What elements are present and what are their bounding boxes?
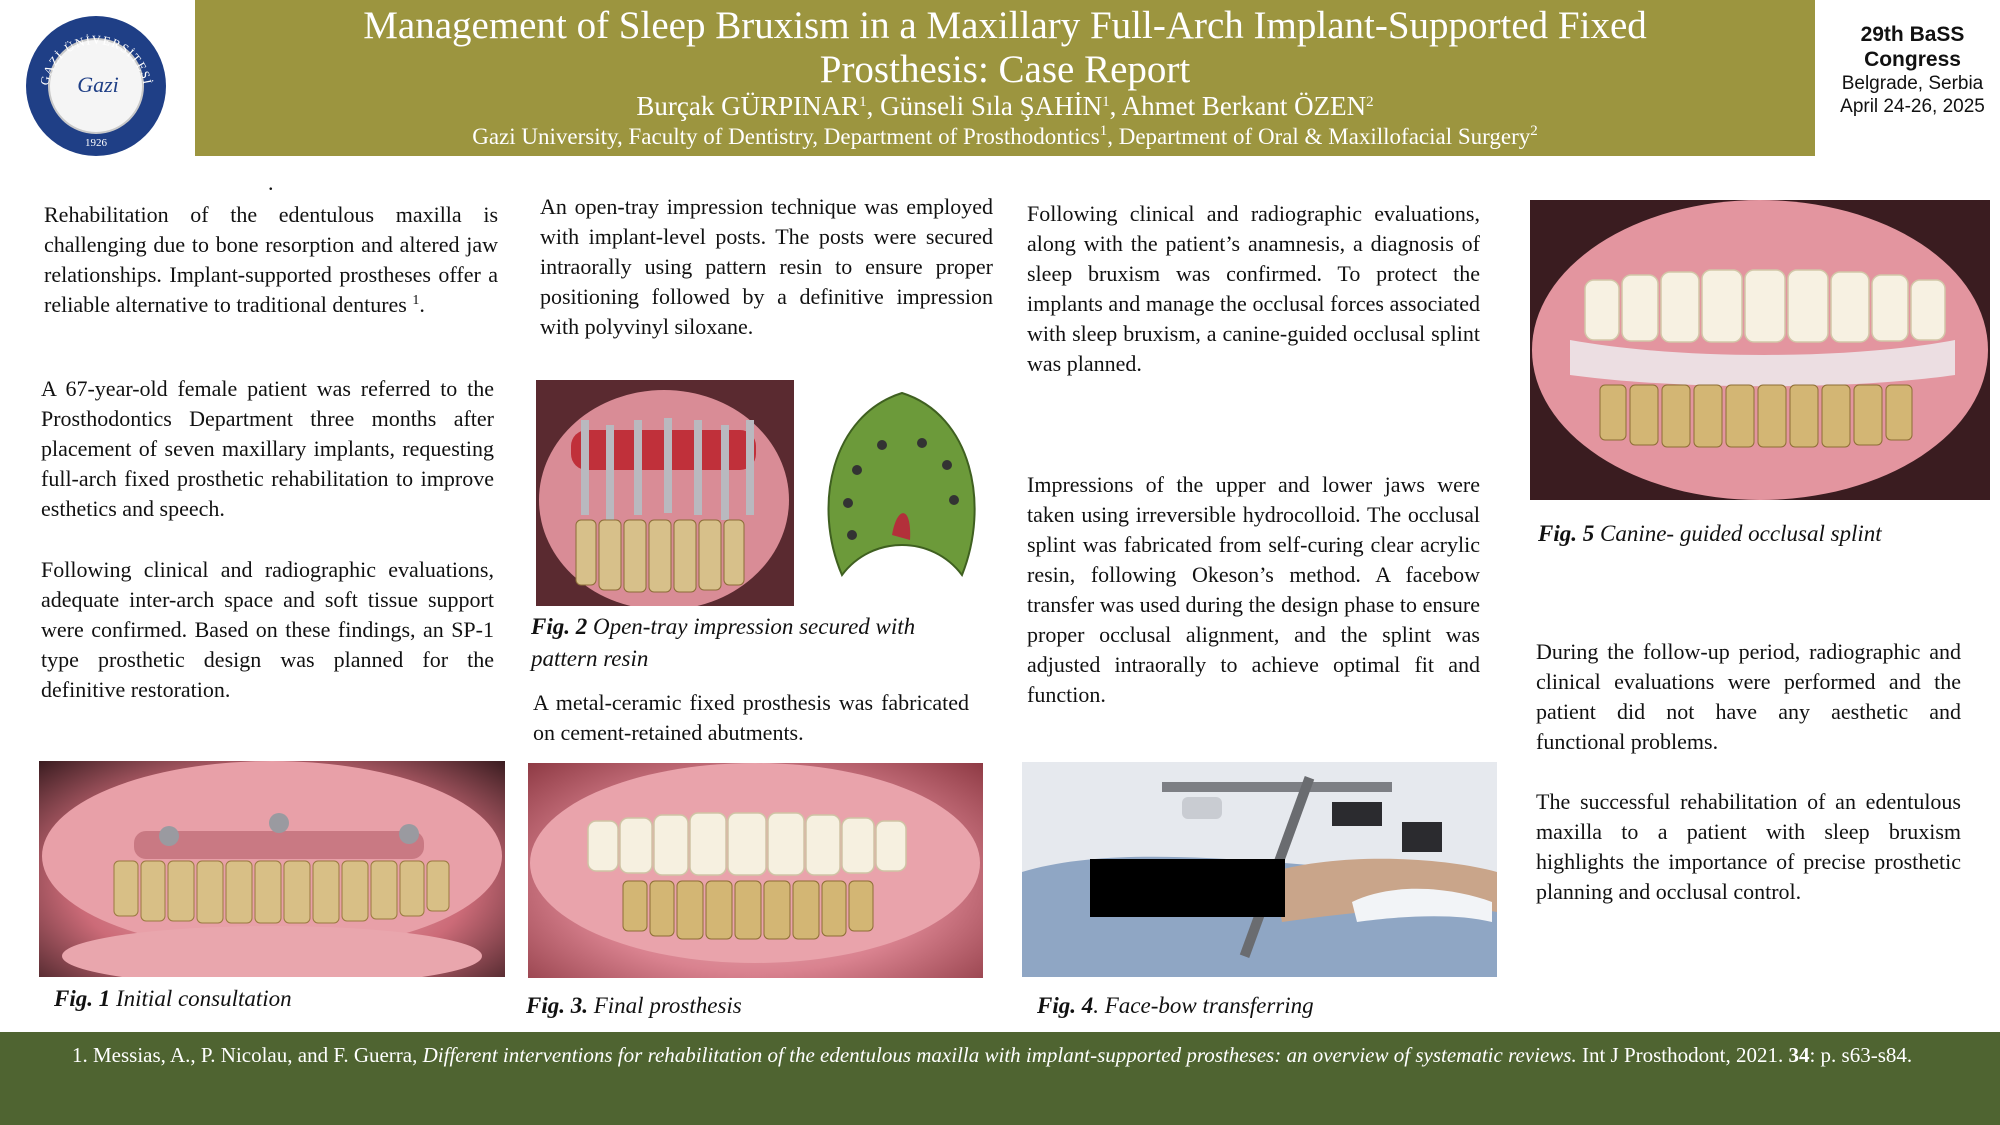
university-logo [26, 16, 166, 156]
figure-3-illustration [528, 763, 983, 978]
citation-mark: 1 [412, 293, 420, 308]
congress-name-line-2: Congress [1864, 48, 1961, 71]
privacy-redaction [1090, 859, 1285, 917]
diagnosis-paragraph: Following clinical and radiographic evaluations, along with the patient’s anamnesis, a diagnosis of sleep bruxism was confirmed. To protect the implants and manage the occlusal forces associated with sleep bruxism, a canine-guided occlusal splint was planned. [1027, 201, 1480, 376]
congress-dates: April 24-26, 2025 [1840, 96, 1985, 117]
author-affiliation-mark: 2 [1366, 94, 1374, 110]
splint-paragraph: Impressions of the upper and lower jaws were taken using irreversible hydrocolloid. The occlusal splint was fabricated from self-curing clear acrylic resin, following Okeson’s method. A facebow transfer was used during the design phase to ensure proper occlusal alignment, and the splint was adjusted intraorally to achieve optimal fit and function. [1027, 472, 1480, 707]
logo-seal [26, 16, 166, 156]
reference-volume: 34 [1788, 1043, 1810, 1067]
stray-dot: . [268, 170, 274, 195]
figure-2-photo-intraoral [536, 380, 794, 606]
introduction-text: Rehabilitation of the edentulous maxilla is challenging due to bone resorption and altered jaw relationships. Implant-supported prostheses offer a reliable alternative to traditional dentures [44, 202, 498, 317]
reference-authors: 1. Messias, A., P. Nicolau, and F. Guerra, [72, 1043, 418, 1067]
figure-5-illustration [1530, 200, 1990, 500]
figure-4-illustration [1022, 762, 1497, 977]
figure-4-caption [1037, 990, 1314, 1022]
reference-pages: : p. s63-s84. [1809, 1043, 1913, 1067]
author-affiliation-mark: 1 [859, 94, 867, 110]
figure-3-photo [528, 763, 983, 978]
author-name: Günseli Sıla ŞAHİN [880, 91, 1103, 121]
title-line-1: Management of Sleep Bruxism in a Maxillary Full-Arch Implant-Supported Fixed [363, 4, 1647, 47]
author-name: Burçak GÜRPINAR [636, 91, 860, 121]
references-footer [0, 1032, 2000, 1125]
introduction-end: . [419, 292, 425, 317]
introduction-paragraph [44, 200, 498, 320]
figure-3-label: Fig. 3. [526, 993, 588, 1018]
figure-4-label: Fig. 4 [1037, 993, 1094, 1018]
figure-5-photo [1530, 200, 1990, 500]
figure-2-photo-impression [812, 385, 990, 583]
author-name: Ahmet Berkant ÖZEN [1121, 91, 1367, 121]
congress-info [1825, 22, 2000, 118]
reference-title: Different interventions for rehabilitation of the edentulous maxilla with implant-supported prostheses: an overview of systematic reviews. [422, 1043, 1577, 1067]
crowns [588, 813, 906, 875]
logo-year: 1926 [85, 137, 107, 149]
conclusion-paragraph: The successful rehabilitation of an edentulous maxilla to a patient with sleep bruxism highlights the importance of precise prosthetic planning and occlusal control. [1536, 789, 1961, 904]
figure-5-text: Canine- guided occlusal splint [1599, 521, 1882, 546]
prosthesis-paragraph: A metal-ceramic fixed prosthesis was fabricated on cement-retained abutments. [533, 690, 969, 745]
figure-2-text: Open-tray impression secured with pattern resin [531, 614, 916, 671]
evaluation-paragraph: Following clinical and radiographic evaluations, adequate inter-arch space and soft tissue support were confirmed. Based on these findings, an SP-1 type prosthetic design was planned for the definitive restoration. [41, 557, 494, 702]
figure-3-caption [526, 990, 742, 1022]
affiliation-1: Gazi University, Faculty of Dentistry, Department of Prosthodontics [472, 124, 1100, 149]
title-banner [195, 0, 1815, 156]
figure-1-text: Initial consultation [115, 986, 292, 1011]
followup-paragraph: During the follow-up period, radiographic and clinical evaluations were performed and the patient did not have any aesthetic and functional problems. [1536, 639, 1961, 754]
congress-place: Belgrade, Serbia [1841, 73, 1984, 94]
author-list: Burçak GÜRPINAR$^1$, Günseli Sıla ŞAHİN$^1$, Ahmet Berkant ÖZEN$^2$ [636, 91, 1374, 121]
figure-2-label: Fig. 2 [531, 614, 588, 639]
affiliation-mark: 1 [1099, 123, 1108, 139]
case-paragraph: A 67-year-old female patient was referred to the Prosthodontics Department three months after placement of seven maxillary implants, requesting full-arch fixed prosthetic rehabilitation to improve esthetics and speech. [41, 376, 494, 521]
figure-2-intraoral-illustration [536, 380, 794, 606]
figure-4-photo [1022, 762, 1497, 977]
figure-1-photo [39, 761, 505, 977]
affiliation-2: Department of Oral & Maxillofacial Surgery [1118, 124, 1531, 149]
figure-3-text: Final prosthesis [593, 993, 742, 1018]
figure-4-text: . Face-bow transferring [1093, 993, 1314, 1018]
facebow-bar [1162, 782, 1392, 792]
author-affiliation-mark: 1 [1102, 94, 1110, 110]
impression-tray [829, 393, 975, 575]
poster-title [195, 4, 1815, 92]
figure-5-caption [1538, 518, 1882, 550]
logo-script: Gazi [77, 72, 119, 97]
reference-1 [72, 1042, 1932, 1069]
reference-journal: Int J Prosthodont, 2021. [1581, 1043, 1784, 1067]
figure-2-caption [531, 611, 981, 675]
congress-name-line-1: 29th BaSS [1860, 23, 1965, 46]
figure-2-impression-illustration [812, 385, 990, 583]
logo-ring-text: GAZİ ÜNİVERSİTESİ [37, 32, 155, 87]
figure-1-illustration [39, 761, 505, 977]
figure-5-label: Fig. 5 [1538, 521, 1595, 546]
figure-1-label: Fig. 1 [54, 986, 111, 1011]
affiliation-mark: 2 [1530, 123, 1538, 139]
title-line-2: Prosthesis: Case Report [819, 48, 1191, 91]
impression-paragraph: An open-tray impression technique was employed with implant-level posts. The posts were secured intraorally using pattern resin to ensure proper positioning followed by a definitive impression with polyvinyl siloxane. [540, 194, 993, 339]
figure-1-caption [54, 983, 292, 1015]
affiliations: Gazi University, Faculty of Dentistry, Department of Prosthodontics$^1$, Department of Oral & Maxillofacial Surgery$^2$ [472, 123, 1538, 149]
